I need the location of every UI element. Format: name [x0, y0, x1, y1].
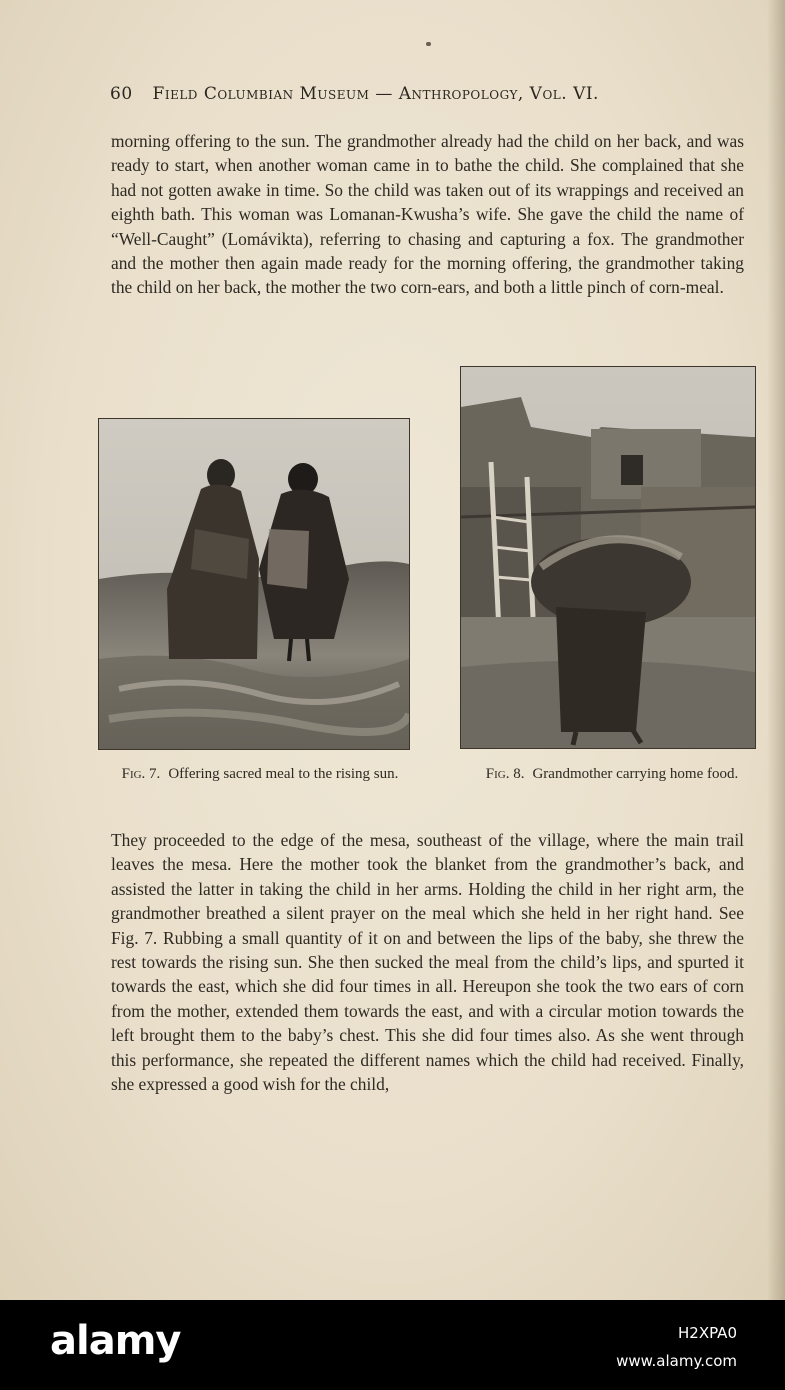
figure-7-caption: [110, 764, 410, 784]
figure-8-photo: [460, 366, 756, 749]
page-number: 60: [110, 84, 133, 104]
running-header: [110, 84, 750, 108]
figure-7-label: Fig. 7.: [121, 766, 161, 782]
figure-7-photo: [98, 418, 410, 750]
site-url: www.alamy.com: [616, 1352, 737, 1370]
figure-8-caption: [466, 764, 758, 784]
figure-8-label: Fig. 8.: [485, 766, 525, 782]
figure-7-caption-text: Offering sacred meal to the rising sun.: [168, 766, 399, 782]
figure-8-caption-text: Grandmother carrying home food.: [532, 766, 739, 782]
paper-speck: [426, 42, 431, 46]
paragraph-1: morning offering to the sun. The grandmother already had the child on her back, and was ready to start, when another woman came in to bathe the child. She complained that she had not gotten awake in time. So the child was taken out of its wrappings and received an eighth bath. This woman was Lomanan-Kwusha’s wife. She gave the child the name of “Well-Caught” (Lomávikta), referring to chasing and capturing a fox. The grandmother and the mother then again made ready for the morning offering, the grandmother taking the child on her back, the mother the two corn-ears, and both a little pinch of corn-meal.: [111, 131, 744, 298]
brand-logo: alamy: [50, 1318, 181, 1364]
image-id: H2XPA0: [678, 1324, 737, 1342]
paragraph-2: They proceeded to the edge of the mesa, southeast of the village, where the main trail leaves the mesa. Here the mother took the blanket from the grandmother’s back, and assisted the latter in taking the child in her arms. Holding the child in her right arm, the grandmother breathed a silent prayer on the meal which she held in her right hand. See Fig. 7. Rubbing a small quantity of it on and between the lips of the baby, she threw the rest towards the rising sun. She then sucked the meal from the child’s lips, and spurted it towards the east, which she did four times in all. Hereupon she took the two ears of corn from the mother, extended them towards the east, and with a circular motion towards the left brought them to the baby’s chest. This she did four times also. As she went through this performance, she repeated the different names which the child had received. Finally, she expressed a good wish for the child,: [111, 830, 744, 1095]
running-title: Field Columbian Museum — Anthropology, Vol. VI.: [152, 84, 599, 104]
stock-footer: [0, 1300, 785, 1390]
